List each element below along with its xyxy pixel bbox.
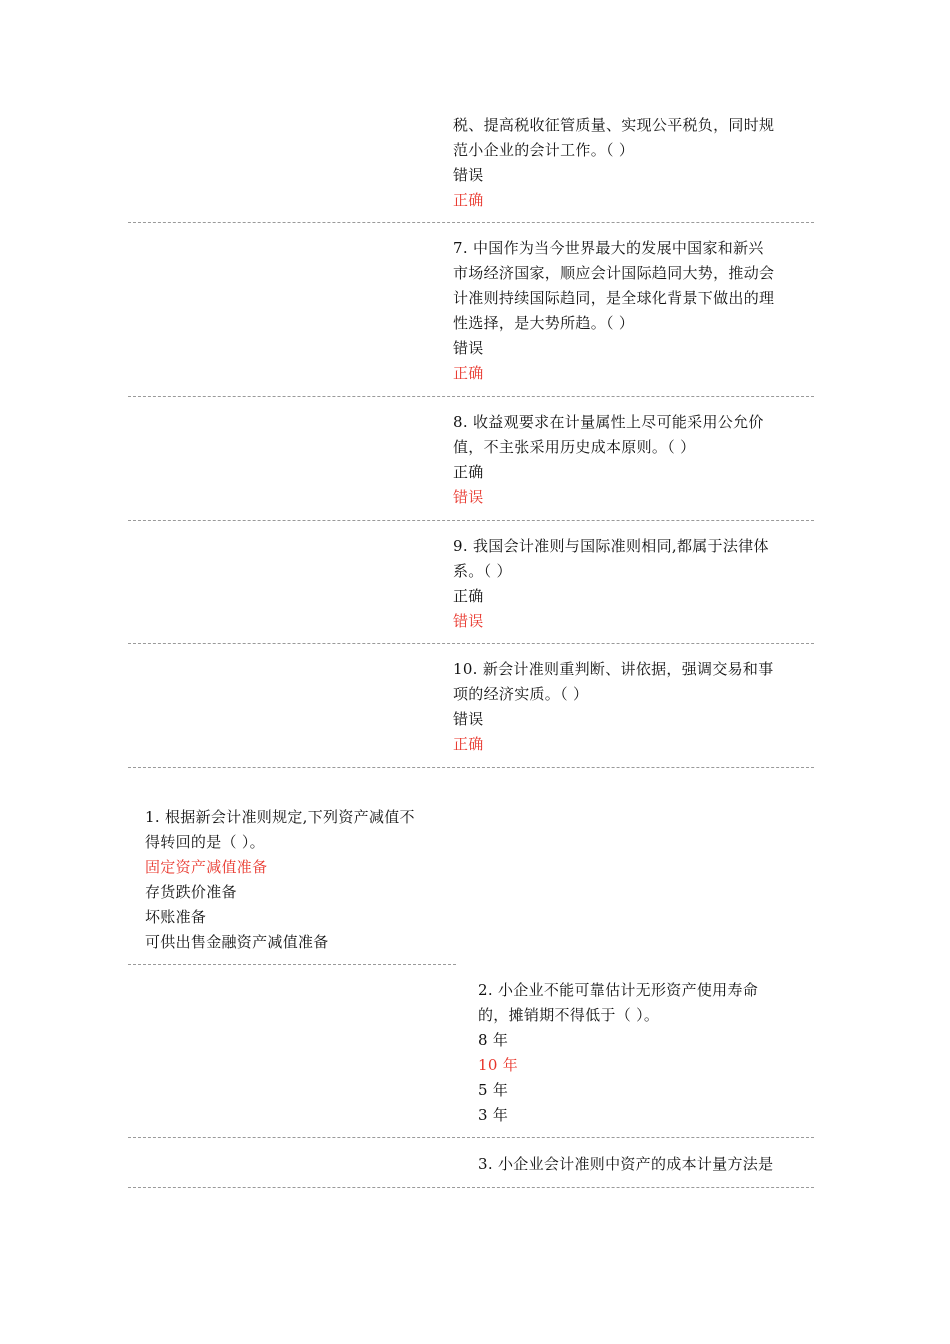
- question-text: 7. 中国作为当今世界最大的发展中国家和新兴: [453, 239, 764, 257]
- correct-answer-option[interactable]: 10 年: [478, 1056, 519, 1074]
- judgment-question-8: [453, 410, 764, 510]
- question-text: 8. 收益观要求在计量属性上尽可能采用公允价: [453, 413, 764, 431]
- question-divider: [128, 222, 814, 223]
- judgment-question-6: [453, 113, 774, 213]
- question-text: 1. 根据新会计准则规定,下列资产减值不: [145, 808, 415, 826]
- question-text: 性选择，是大势所趋。（ ）: [453, 314, 635, 332]
- question-divider: [128, 396, 814, 397]
- question-text: 值，不主张采用历史成本原则。（ ）: [453, 438, 696, 456]
- answer-option[interactable]: 正确: [453, 463, 484, 481]
- question-divider: [128, 643, 814, 644]
- question-text: 9. 我国会计准则与国际准则相同,都属于法律体: [453, 537, 769, 555]
- question-text: 市场经济国家，顺应会计国际趋同大势，推动会: [453, 264, 775, 282]
- answer-option[interactable]: 8 年: [478, 1031, 509, 1049]
- question-text: 项的经济实质。（ ）: [453, 685, 589, 703]
- answer-option[interactable]: 可供出售金融资产减值准备: [145, 933, 329, 951]
- correct-answer-option[interactable]: 错误: [453, 612, 484, 630]
- question-text: 范小企业的会计工作。（ ）: [453, 141, 635, 159]
- correct-answer-option[interactable]: 正确: [453, 735, 484, 753]
- question-divider: [128, 1137, 814, 1138]
- judgment-question-9: [453, 534, 769, 634]
- judgment-question-7: [453, 236, 774, 386]
- question-text: 得转回的是（ ）。: [145, 833, 265, 851]
- question-text: 计准则持续国际趋同，是全球化背景下做出的理: [453, 289, 775, 307]
- answer-option[interactable]: 5 年: [478, 1081, 509, 1099]
- question-divider: [128, 520, 814, 521]
- question-text: 的，摊销期不得低于（ ）。: [478, 1006, 660, 1024]
- question-divider: [128, 964, 456, 965]
- question-text: 系。（ ）: [453, 562, 512, 580]
- choice-question-3: [478, 1152, 773, 1177]
- correct-answer-option[interactable]: 正确: [453, 191, 484, 209]
- question-text: 税、提高税收征管质量、实现公平税负，同时规: [453, 116, 775, 134]
- answer-option[interactable]: 错误: [453, 339, 484, 357]
- correct-answer-option[interactable]: 错误: [453, 488, 484, 506]
- answer-option[interactable]: 3 年: [478, 1106, 509, 1124]
- correct-answer-option[interactable]: 正确: [453, 364, 484, 382]
- choice-question-1: [145, 805, 415, 955]
- answer-option[interactable]: 错误: [453, 166, 484, 184]
- answer-option[interactable]: 存货跌价准备: [145, 883, 237, 901]
- choice-question-2: [478, 978, 758, 1128]
- question-divider: [128, 767, 814, 768]
- answer-option[interactable]: 坏账准备: [145, 908, 207, 926]
- question-divider: [128, 1187, 814, 1188]
- answer-option[interactable]: 错误: [453, 710, 484, 728]
- answer-option[interactable]: 正确: [453, 587, 484, 605]
- question-text: 10. 新会计准则重判断、讲依据，强调交易和事: [453, 660, 774, 678]
- question-text: 2. 小企业不能可靠估计无形资产使用寿命: [478, 981, 759, 999]
- question-text: 3. 小企业会计准则中资产的成本计量方法是: [478, 1155, 774, 1173]
- judgment-question-10: [453, 657, 774, 757]
- correct-answer-option[interactable]: 固定资产减值准备: [145, 858, 268, 876]
